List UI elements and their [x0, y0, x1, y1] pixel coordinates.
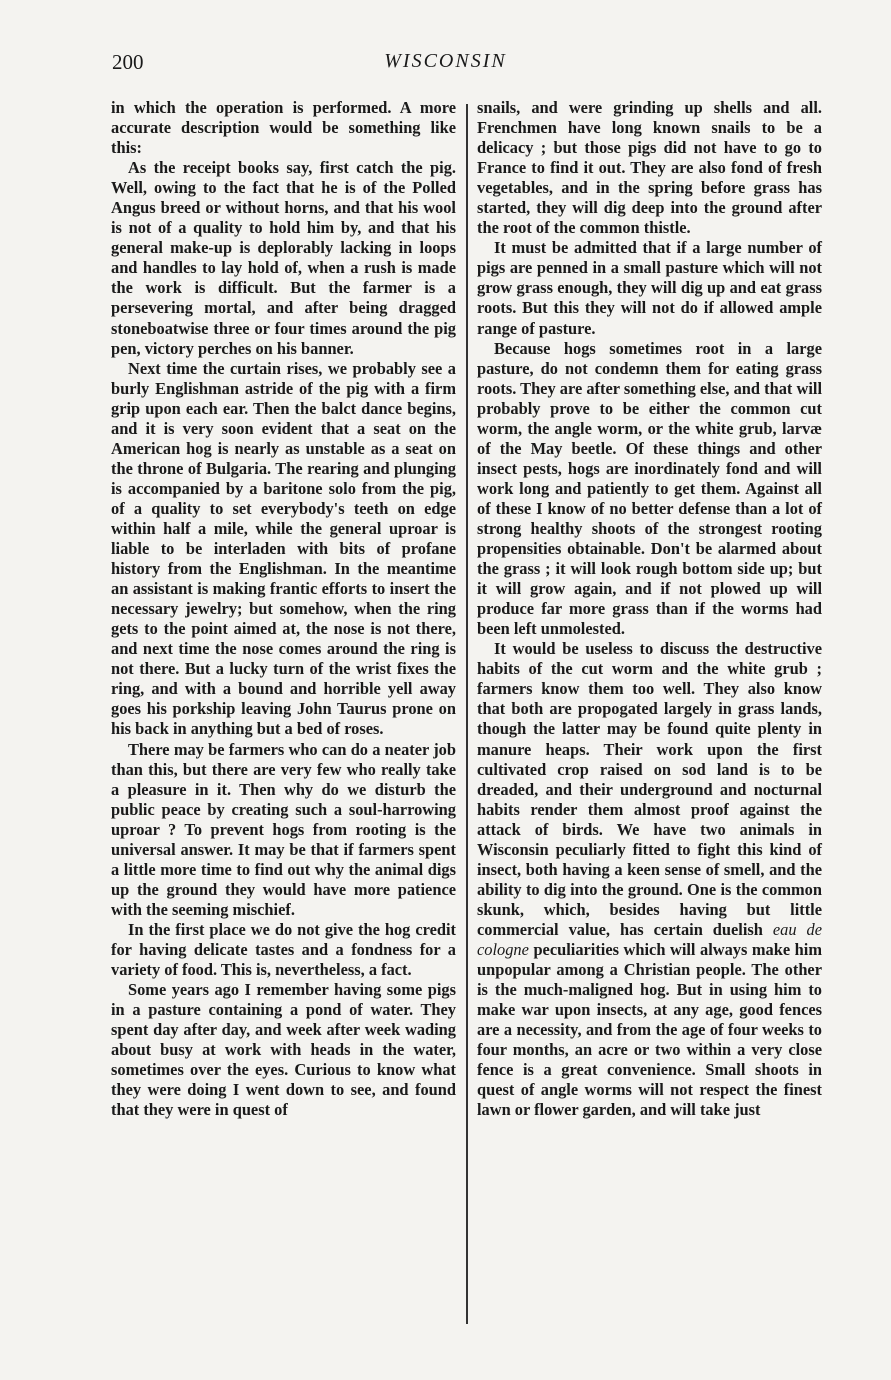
- running-title: WISCONSIN: [384, 50, 507, 72]
- paragraph: [477, 639, 822, 1120]
- column-divider: [466, 104, 468, 1324]
- paragraph: Some years ago I remember having some pigs in a pasture containing a pond of water. They spent day after day, and week after week wading about busy at work with heads in the water, sometimes over the eyes. Curious to know what they were doing I went down to see, and found that they were in quest of: [111, 980, 456, 1120]
- left-column: [111, 98, 456, 1120]
- paragraph: Next time the curtain rises, we probably see a burly Englishman astride of the pig with a firm grip upon each ear. Then the balct dance begins, and it is very soon evident that a seat on the American hog is nearly as unstable as a seat on the throne of Bulgaria. The rearing and plunging is accompanied by a baritone solo from the pig, of a quality to set everybody's teeth on edge within half a mile, while the general uproar is liable to be interladen with bits of profane history from the Englishman. In the meantime an assistant is making frantic efforts to insert the necessary jewelry; but somehow, when the ring gets to the point aimed at, the nose is not there, and next time the nose comes around the ring is not there. But a lucky turn of the wrist fixes the ring, and with a bound and horrible yell away goes his porkship leaving John Taurus prone on his back in anything but a bed of roses.: [111, 358, 456, 739]
- paragraph-text: peculiarities which will always make him unpopular among a Christian people. The other is the much-maligned hog. But in using him to make war upon insects, at any age, good fences are a necessity, and from the age of four weeks to four months, an acre or two within a very close fence is a great convenience. Small shoots in quest of angle worms will not respect the finest lawn or flower garden, and will take just: [477, 939, 822, 1120]
- paragraph: As the receipt books say, first catch the pig. Well, owing to the fact that he is of the Polled Angus breed or without horns, and that his wool is not of a quality to hold him by, and that his general make-up is deplorably lacking in loops and handles to lay hold of, when a rush is made the work is difficult. But the farmer is a persevering mortal, and after being dragged stoneboatwise three or four times around the pig pen, victory perches on his banner.: [111, 158, 456, 358]
- paragraph: It must be admitted that if a large number of pigs are penned in a small pasture which will not grow grass enough, they will dig up and eat grass roots. But this they will not do if allowed ample range of pasture.: [477, 238, 822, 338]
- italic-phrase: eau de cologne: [477, 919, 822, 959]
- paragraph: There may be farmers who can do a neater job than this, but there are very few who really take a pleasure in it. Then why do we disturb the public peace by creating such a soul-harrowing uproar ? To prevent hogs from rooting is the universal answer. It may be that if farmers spent a little more time to find out why the animal digs up the ground they would have more patience with the seeming mischief.: [111, 739, 456, 919]
- paragraph: In the first place we do not give the hog credit for having delicate tastes and a fondness for a variety of food. This is, nevertheless, a fact.: [111, 919, 456, 980]
- right-column: [477, 98, 822, 1120]
- page-header: [0, 50, 891, 80]
- paragraph-text: It would be useless to discuss the destructive habits of the cut worm and the white grub ; farmers know them too well. They also know that both are propogated largely in grass lands, though the latter may be found quite plenty in manure heaps. Their work upon the first cultivated crop raised on sod land is to be dreaded, and their underground and nocturnal habits render them almost proof against the attack of birds. We have two animals in Wisconsin peculiarly fitted to fight this kind of insect, both having a keen sense of smell, and the ability to dig into the ground. One is the common skunk, which, besides having but little commercial value, has certain duelish: [477, 639, 822, 939]
- paragraph: Because hogs sometimes root in a large pasture, do not condemn them for eating grass roots. They are after something else, and that will probably prove to be either the common cut worm, the angle worm, or the white grub, larvæ of the May beetle. Of these things and other insect pests, hogs are inordinately fond and will work long and patiently to get them. Against all of these I know of no better defense than a lot of strong healthy shoots of the strongest rooting propensities obtainable. Don't be alarmed about the grass ; it will look rough bottom side up; but it will grow again, and if not plowed up will produce far more grass than if the worms had been left unmolested.: [477, 338, 822, 639]
- page-number: 200: [112, 50, 144, 74]
- paragraph: snails, and were grinding up shells and all. Frenchmen have long known snails to be a delicacy ; but those pigs did not have to go to France to find it out. They are also fond of fresh vegetables, and in the spring before grass has started, they will dig deep into the ground after the root of the common thistle.: [477, 98, 822, 238]
- paragraph: in which the operation is performed. A more accurate description would be something like this:: [111, 98, 456, 158]
